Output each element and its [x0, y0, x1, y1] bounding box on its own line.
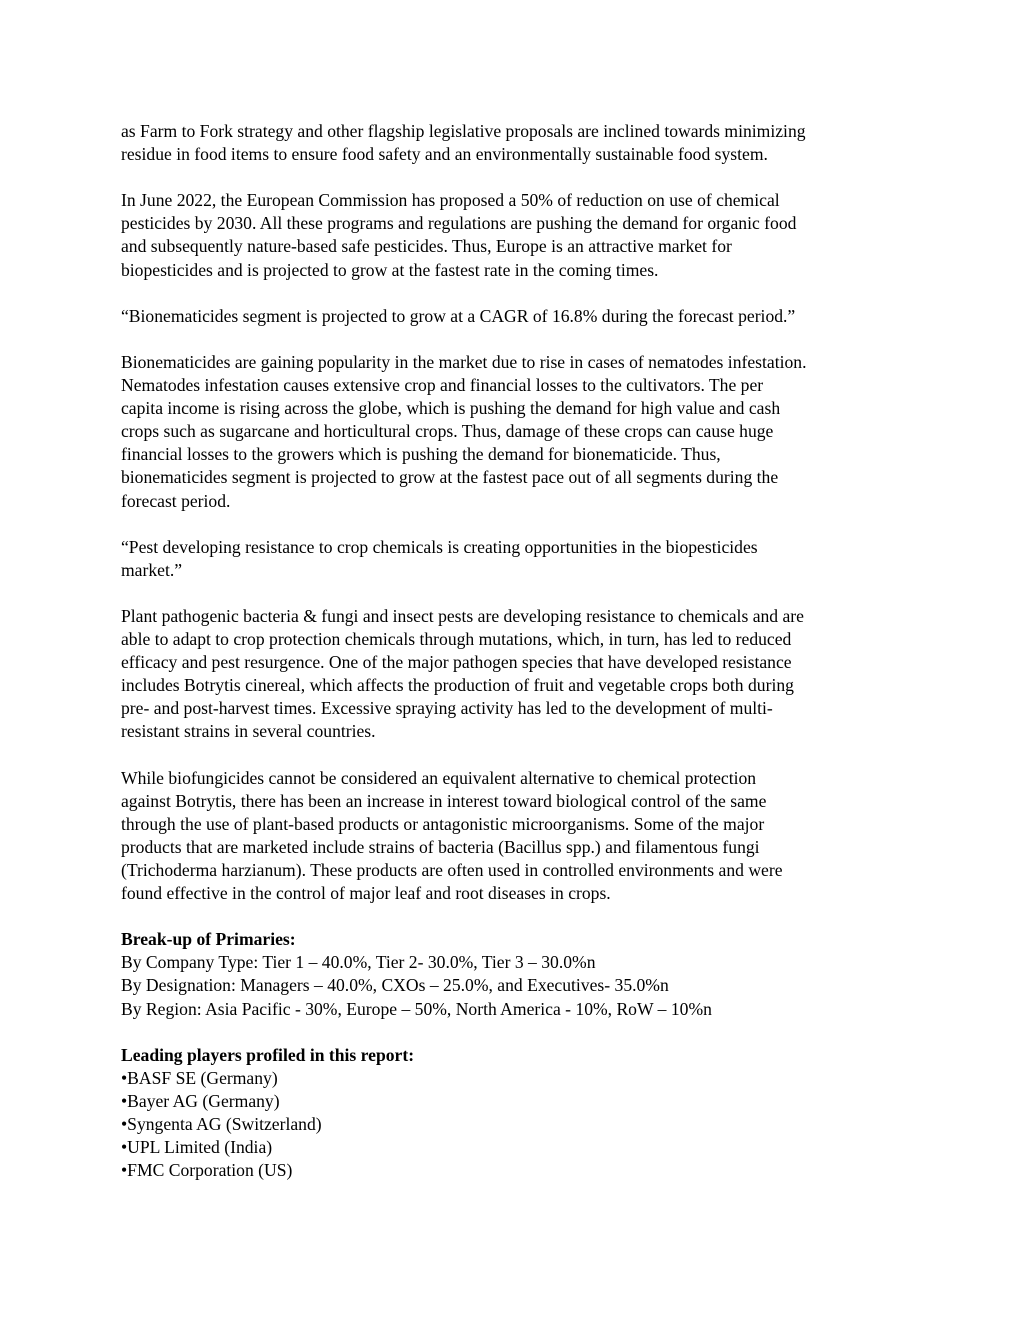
text-line: “Bionematicides segment is projected to grow at a CAGR of 16.8% during the forecast period.”: [121, 305, 796, 326]
text-line: forecast period.: [121, 490, 231, 511]
quote-pest-resistance: [121, 536, 921, 582]
primaries-heading: Break-up of Primaries:: [121, 929, 296, 950]
text-line: as Farm to Fork strategy and other flagship legislative proposals are inclined towards minimizing: [121, 121, 806, 141]
text-line: crops such as sugarcane and horticultural crops. Thus, damage of these crops can cause huge: [121, 421, 774, 442]
primaries-designation: By Designation: Managers – 40.0%, CXOs – 25.0%, and Executives- 35.0%n: [121, 975, 669, 996]
text-line: Nematodes infestation causes extensive crop and financial losses to the cultivators. The per: [121, 375, 764, 396]
text-line: (Trichoderma harzianum). These products are often used in controlled environments and were: [121, 860, 783, 880]
player-list-item: •Syngenta AG (Switzerland): [121, 1114, 322, 1135]
text-line: able to adapt to crop protection chemicals through mutations, which, in turn, has led to reduced: [121, 629, 792, 650]
primaries-section: [121, 928, 921, 1020]
text-line: Plant pathogenic bacteria & fungi and insect pests are developing resistance to chemicals and are: [121, 605, 804, 626]
paragraph-farm-to-fork: [121, 120, 921, 166]
text-line: products that are marketed include strains of bacteria (Bacillus spp.) and filamentous fungi: [121, 836, 760, 857]
text-line: capita income is rising across the globe, which is pushing the demand for high value and cash: [121, 398, 781, 419]
text-line: found effective in the control of major leaf and root diseases in crops.: [121, 883, 611, 904]
text-line: includes Botrytis cinereal, which affects the production of fruit and vegetable crops both during: [121, 675, 794, 696]
quote-bionematicides: [121, 305, 921, 328]
players-heading: Leading players profiled in this report:: [121, 1044, 415, 1065]
player-list-item: •Bayer AG (Germany): [121, 1090, 280, 1111]
text-line: resistant strains in several countries.: [121, 721, 376, 742]
text-line: “Pest developing resistance to crop chemicals is creating opportunities in the biopesticides: [121, 536, 758, 557]
document-page: [121, 120, 921, 1205]
text-line: residue in food items to ensure food safety and an environmentally sustainable food system.: [121, 144, 768, 165]
text-line: In June 2022, the European Commission has proposed a 50% of reduction on use of chemical: [121, 190, 780, 211]
text-line: and subsequently nature-based safe pesticides. Thus, Europe is an attractive market for: [121, 236, 732, 257]
paragraph-european-commission: [121, 189, 921, 281]
text-line: financial losses to the growers which is pushing the demand for bionematicide. Thus,: [121, 444, 721, 465]
text-line: efficacy and pest resurgence. One of the major pathogen species that have developed resistance: [121, 652, 792, 673]
player-list-item: •BASF SE (Germany): [121, 1067, 278, 1088]
primaries-company-type: By Company Type: Tier 1 – 40.0%, Tier 2- 30.0%, Tier 3 – 30.0%n: [121, 952, 596, 973]
paragraph-bionematicides: [121, 351, 921, 513]
text-line: bionematicides segment is projected to grow at the fastest pace out of all segments during the: [121, 467, 779, 488]
player-list-item: •UPL Limited (India): [121, 1137, 273, 1158]
player-list-item: •FMC Corporation (US): [121, 1160, 293, 1181]
text-line: While biofungicides cannot be considered an equivalent alternative to chemical protection: [121, 767, 757, 788]
text-line: pesticides by 2030. All these programs and regulations are pushing the demand for organic food: [121, 213, 797, 234]
text-line: biopesticides and is projected to grow at the fastest rate in the coming times.: [121, 259, 659, 280]
text-line: through the use of plant-based products or antagonistic microorganisms. Some of the major: [121, 813, 765, 834]
text-line: market.”: [121, 559, 183, 580]
players-section: [121, 1044, 921, 1183]
text-line: against Botrytis, there has been an increase in interest toward biological control of the same: [121, 790, 767, 811]
text-line: Bionematicides are gaining popularity in the market due to rise in cases of nematodes infestation.: [121, 351, 807, 372]
paragraph-plant-pathogenic: [121, 605, 921, 744]
text-line: pre- and post-harvest times. Excessive spraying activity has led to the development of multi-: [121, 698, 773, 719]
paragraph-biofungicides: [121, 767, 921, 906]
primaries-region: By Region: Asia Pacific - 30%, Europe – 50%, North America - 10%, RoW – 10%n: [121, 998, 712, 1019]
